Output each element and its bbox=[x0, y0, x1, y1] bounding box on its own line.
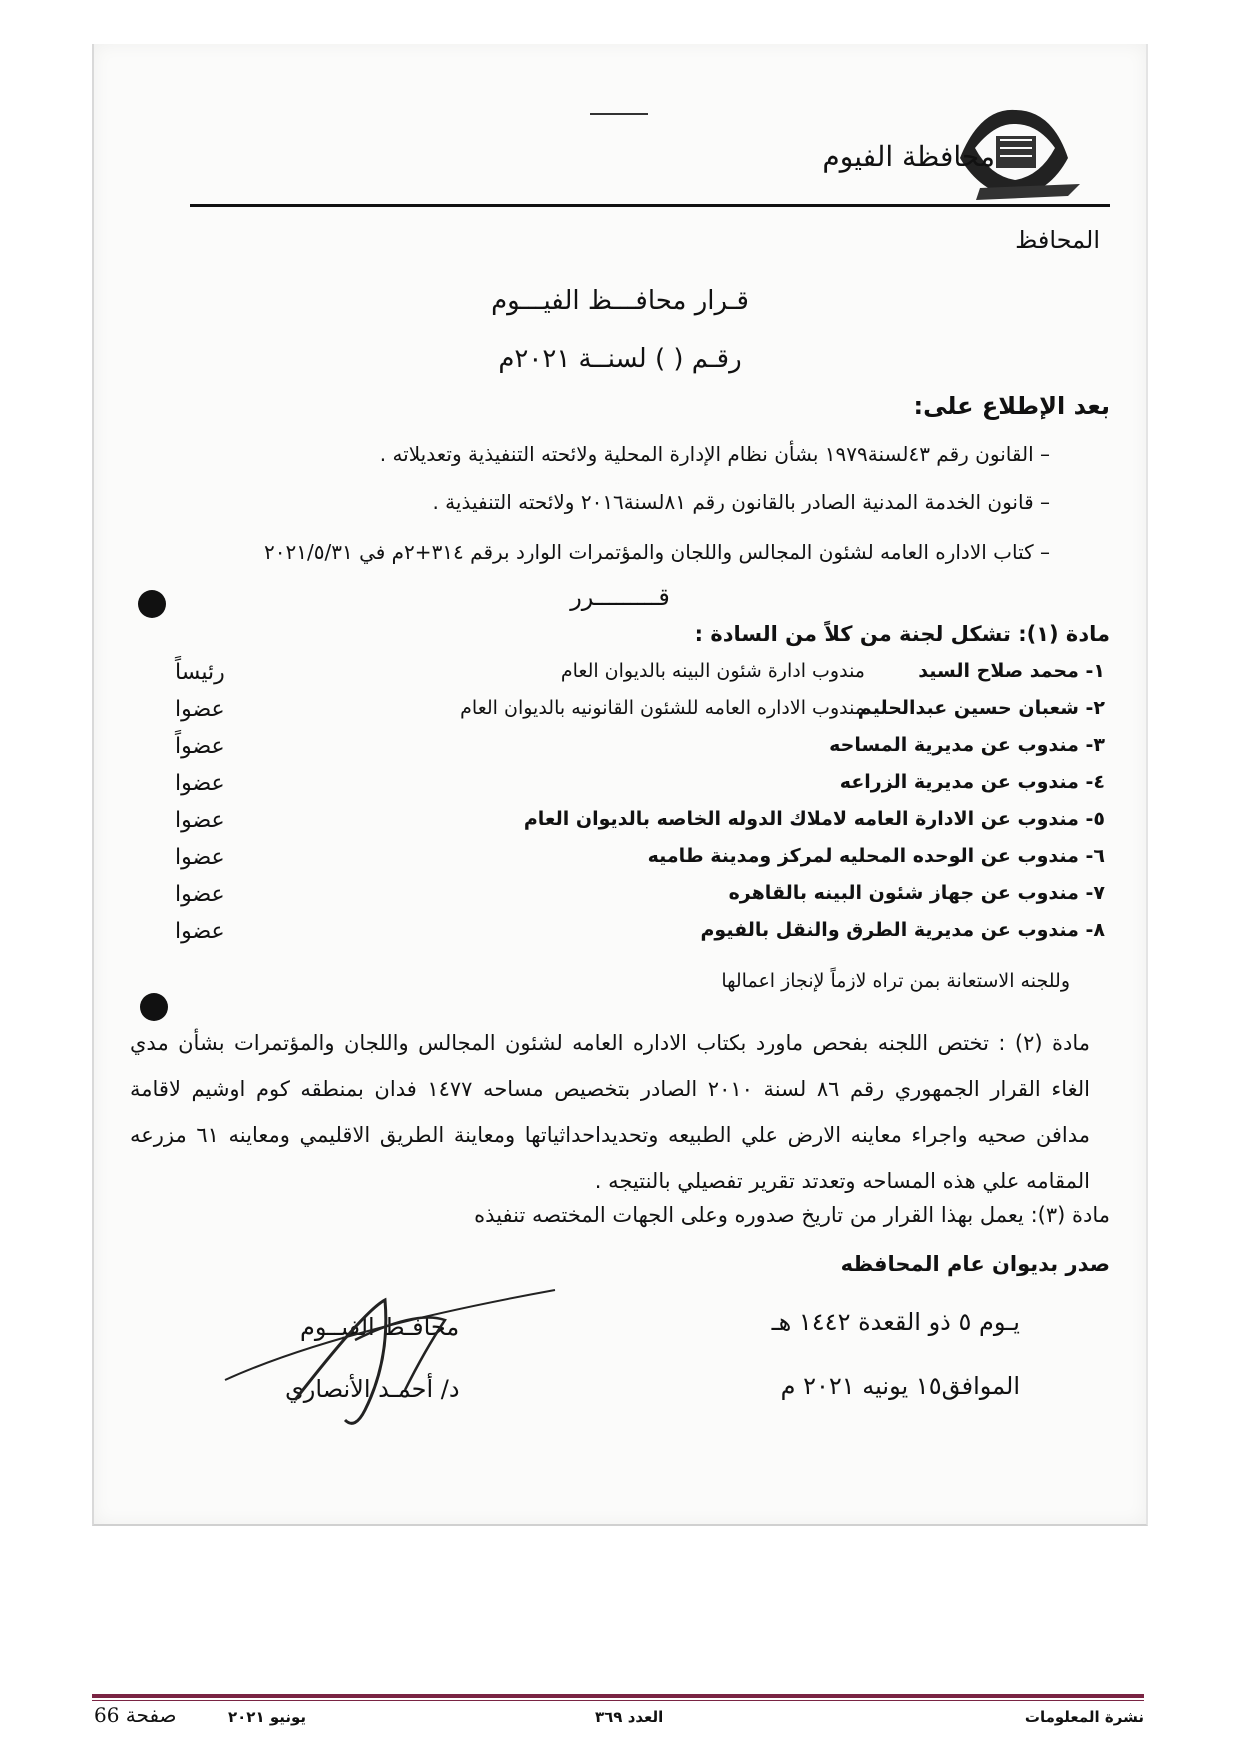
decree-number: رقـم ( ) لسنــة ٢٠٢١م bbox=[498, 344, 742, 374]
handwritten-signature bbox=[215, 1270, 575, 1440]
member-name: ٧- مندوب عن جهاز شئون البينه بالقاهره bbox=[728, 882, 1105, 904]
member-name: ٤- مندوب عن مديرية الزراعه bbox=[839, 771, 1105, 793]
signatory-title: محافـظ الفيــوم bbox=[300, 1313, 460, 1341]
decided-heading: قـــــــــرر bbox=[570, 583, 670, 611]
footer-rule-thin bbox=[92, 1700, 1144, 1701]
gregorian-date: الموافق١٥ يونيه ٢٠٢١ م bbox=[780, 1372, 1020, 1400]
article-1-note: وللجنه الاستعانة بمن تراه لازماً لإنجاز اعمالها bbox=[721, 970, 1070, 992]
article-1-heading: مادة (١): تشكل لجنة من كلاً من السادة : bbox=[694, 622, 1110, 646]
member-status: رئيساً bbox=[175, 660, 225, 685]
member-status: عضوا bbox=[175, 882, 225, 907]
member-row bbox=[125, 919, 1105, 949]
bulletin-name: نشرة المعلومات bbox=[1024, 1708, 1144, 1726]
signatory-name: د/ أحمـد الأنصاري bbox=[285, 1375, 460, 1403]
reference-line: – القانون رقم ٤٣لسنة١٩٧٩ بشأن نظام الإدارة المحلية ولائحته التنفيذية وتعديلاته . bbox=[379, 442, 1050, 466]
hijri-date: يـوم ٥ ذو القعدة ١٤٤٢ هـ bbox=[771, 1308, 1020, 1336]
footer-rule bbox=[92, 1694, 1144, 1698]
member-row bbox=[125, 734, 1105, 764]
member-row bbox=[125, 660, 1105, 690]
member-name: ١- محمد صلاح السيد bbox=[918, 660, 1105, 682]
member-row bbox=[125, 771, 1105, 801]
top-mark bbox=[590, 113, 648, 115]
member-status: عضوا bbox=[175, 845, 225, 870]
decree-title: قـرار محافـــظ الفيـــوم bbox=[491, 286, 749, 316]
member-row bbox=[125, 808, 1105, 838]
member-status: عضواً bbox=[175, 734, 225, 759]
member-role: مندوب ادارة شئون البينه بالديوان العام bbox=[560, 660, 865, 682]
member-name: ٥- مندوب عن الادارة العامه لاملاك الدوله الخاصه بالديوان العام bbox=[523, 808, 1105, 830]
article-3-text: مادة (٣): يعمل بهذا القرار من تاريخ صدوره وعلى الجهات المختصه تنفيذه bbox=[474, 1203, 1110, 1227]
page-number: صفحة 66 bbox=[94, 1703, 177, 1727]
governorate-name: محافظة الفيوم bbox=[822, 140, 995, 173]
member-row bbox=[125, 697, 1105, 727]
member-row bbox=[125, 882, 1105, 912]
member-role: مندوب الاداره العامه للشئون القانونيه بالديوان العام bbox=[460, 697, 865, 719]
article-2-text: مادة (٢) : تختص اللجنه بفحص ماورد بكتاب الاداره العامه لشئون المجالس واللجان والمؤتمرات بشأن مدي الغاء القرار الجمهوري رقم ٨٦ لسنة ٢٠١٠ الصادر بتخصيص مساحه ١٤٧٧ فدان بمنطقه كوم اوشيم لاقامة مدافن صحيه واجراء معاينه الارض علي الطبيعه وتحديداحداثياتها ومعاينة الطريق الاقليمي ومعاينه ٦١ مزرعه المقامه علي هذه المساحه وتعدتد تقرير تفصيلي بالنتيجه . bbox=[130, 1031, 1091, 1193]
reference-line: – كتاب الاداره العامه لشئون المجالس واللجان والمؤتمرات الوارد برقم ٣١٤+٢م في ٢٠٢١/٥/٣١ bbox=[264, 540, 1050, 564]
punch-hole bbox=[140, 993, 168, 1021]
reference-line: – قانون الخدمة المدنية الصادر بالقانون رقم ٨١لسنة٢٠١٦ ولائحته التنفيذية . bbox=[432, 490, 1050, 514]
member-status: عضوا bbox=[175, 919, 225, 944]
member-name: ٣- مندوب عن مديرية المساحه bbox=[829, 734, 1105, 756]
member-status: عضوا bbox=[175, 808, 225, 833]
issue-month: يونيو ٢٠٢١ bbox=[228, 1708, 307, 1726]
member-name: ٢- شعبان حسين عبدالحليم bbox=[857, 697, 1105, 719]
member-status: عضوا bbox=[175, 697, 225, 722]
issue-number: العدد ٣٦٩ bbox=[595, 1708, 664, 1726]
member-status: عضوا bbox=[175, 771, 225, 796]
member-row bbox=[125, 845, 1105, 875]
header-rule bbox=[190, 204, 1110, 207]
member-name: ٦- مندوب عن الوحده المحليه لمركز ومدينة طاميه bbox=[647, 845, 1105, 867]
governor-heading: المحافظ bbox=[1015, 226, 1100, 254]
issued-at: صدر بديوان عام المحافظه bbox=[840, 1252, 1110, 1276]
after-review-heading: بعد الإطلاع على: bbox=[913, 392, 1110, 420]
member-name: ٨- مندوب عن مديرية الطرق والنقل بالفيوم bbox=[700, 919, 1105, 941]
